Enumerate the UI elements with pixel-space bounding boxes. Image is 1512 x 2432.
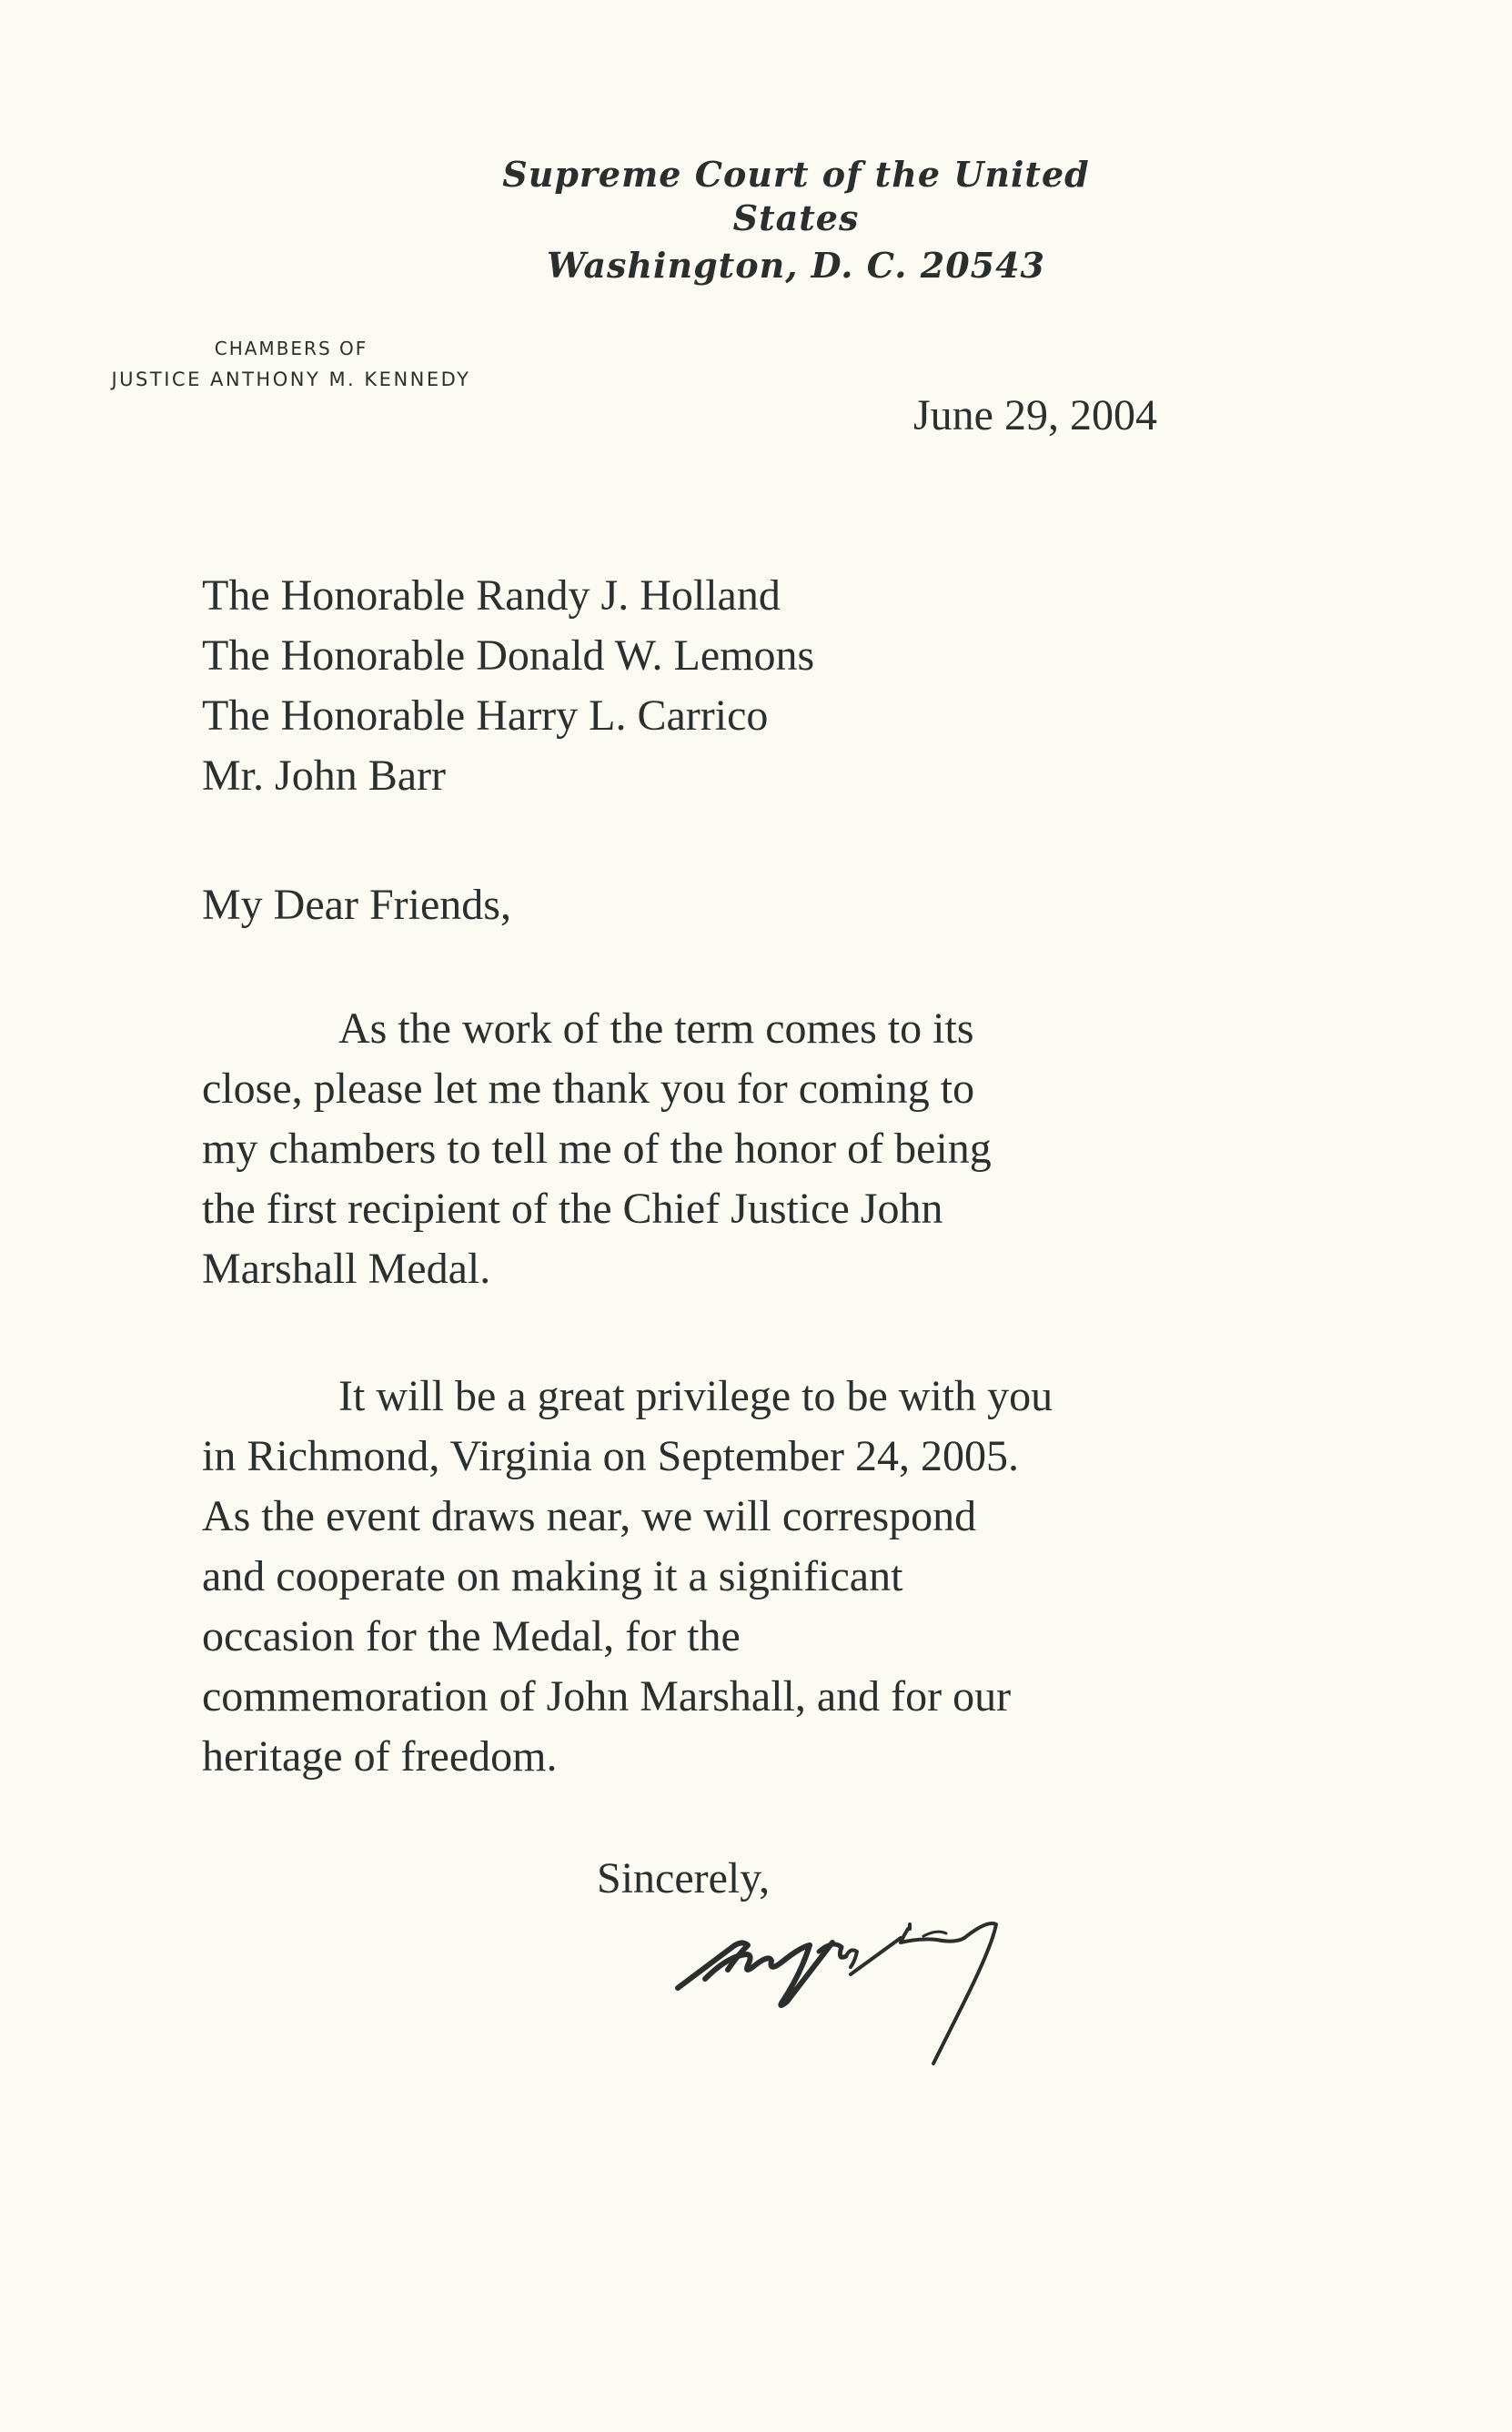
paragraph-line: close, please let me thank you for coming to: [202, 1065, 975, 1113]
paragraph-line: in Richmond, Virginia on September 24, 2005.: [202, 1432, 1019, 1480]
signature-scribble-icon: [664, 1902, 1083, 2084]
recipient-line: The Honorable Randy J. Holland: [202, 571, 781, 620]
chambers-heading: [55, 335, 528, 397]
paragraph-line: occasion for the Medal, for the: [202, 1612, 741, 1660]
paragraph-line: commemoration of John Marshall, and for our: [202, 1672, 1012, 1721]
paragraph-line: the first recipient of the Chief Justice John: [202, 1185, 943, 1233]
salutation: My Dear Friends,: [202, 881, 511, 929]
paragraph-line: heritage of freedom.: [202, 1732, 558, 1781]
recipient-block: [202, 566, 814, 806]
recipient-line: The Honorable Harry L. Carrico: [202, 691, 769, 740]
recipient-line: The Honorable Donald W. Lemons: [202, 631, 815, 680]
letter-date: June 29, 2004: [913, 391, 1157, 439]
letterhead-court-name: Supreme Court of the United States: [502, 154, 1090, 238]
signature: [664, 1902, 1083, 2084]
recipient-line: Mr. John Barr: [202, 752, 446, 800]
letterhead: [437, 153, 1155, 288]
paragraph-line: As the work of the term comes to its: [338, 1004, 974, 1053]
paragraph-line: Marshall Medal.: [202, 1245, 491, 1293]
paragraph-line: As the event draws near, we will correspond: [202, 1492, 977, 1540]
letterhead-address: Washington, D. C. 20543: [547, 245, 1045, 286]
closing: Sincerely,: [597, 1854, 771, 1902]
paragraph-line: and cooperate on making it a significant: [202, 1552, 903, 1600]
chambers-line-1: CHAMBERS OF: [214, 338, 368, 359]
paragraph-1: [202, 999, 1248, 1299]
paragraph-2: [202, 1367, 1248, 1787]
paragraph-line: It will be a great privilege to be with you: [338, 1372, 1053, 1420]
chambers-line-2: JUSTICE ANTHONY M. KENNEDY: [111, 368, 471, 390]
paragraph-line: my chambers to tell me of the honor of being: [202, 1125, 992, 1173]
